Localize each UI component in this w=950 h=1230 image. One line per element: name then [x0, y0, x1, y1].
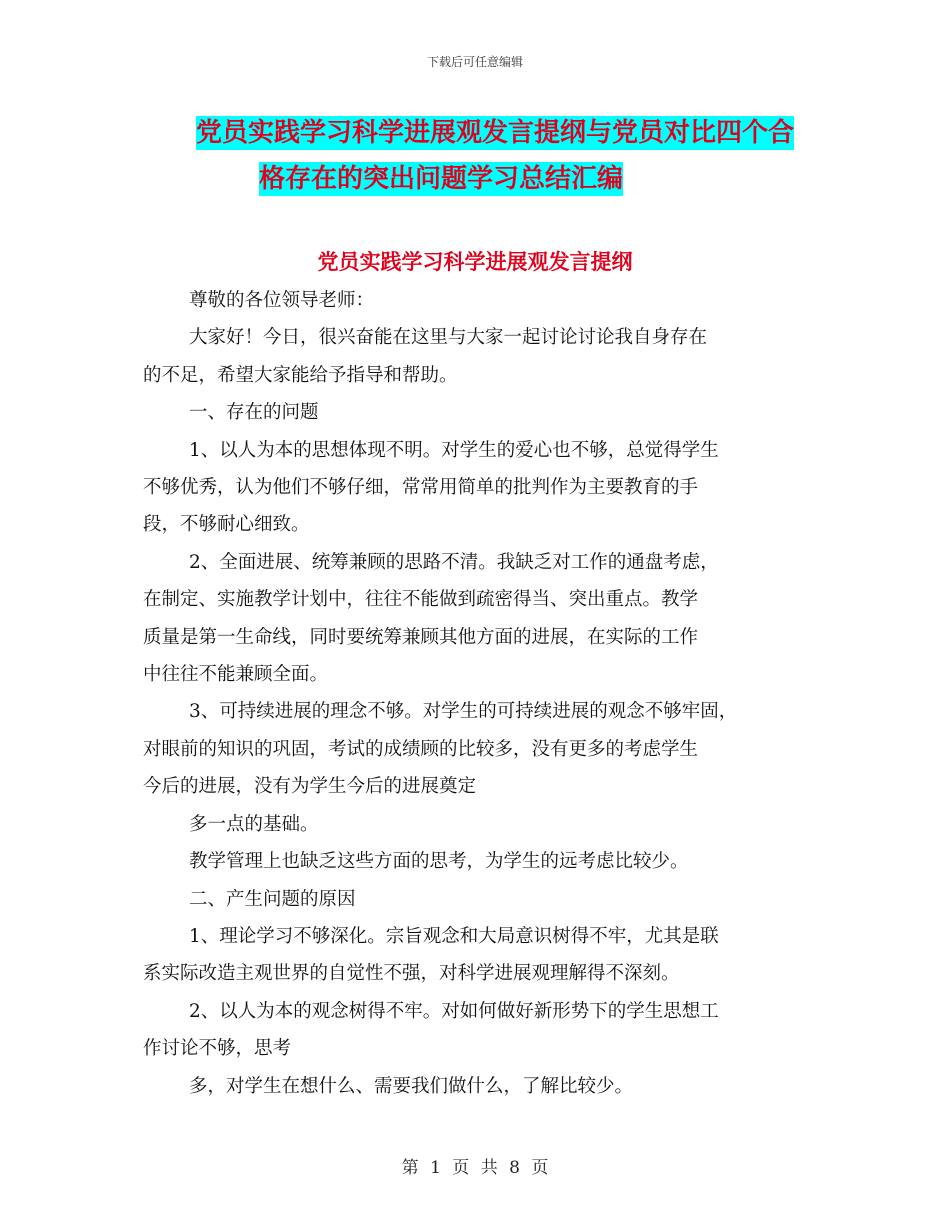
- paragraph-line: 多，对学生在想什么、需要我们做什么，了解比较少。: [189, 1075, 634, 1097]
- paragraph-line: 中往往不能兼顾全面。: [143, 664, 329, 686]
- paragraph-line: 多一点的基础。: [189, 813, 319, 835]
- body-text: [143, 282, 843, 1105]
- page-footer: 第 1 页 共 8 页: [401, 1158, 549, 1178]
- paragraph-line: 对眼前的知识的巩固，考试的成绩顾的比较多，没有更多的考虑学生: [143, 738, 699, 760]
- paragraph-line: 的不足，希望大家能给予指导和帮助。: [143, 364, 458, 386]
- greeting-line: 尊敬的各位领导老师：: [189, 290, 375, 311]
- title-line-1: 党员实践学习科学进展观发言提纲与党员对比四个合: [195, 118, 794, 148]
- section-title: 党员实践学习科学进展观发言提纲: [317, 250, 633, 274]
- paragraph-line: 段，不够耐心细致。: [143, 514, 310, 536]
- section-heading: 二、产生问题的原因: [189, 888, 356, 910]
- paragraph-line: 2、以人为本的观念树得不牢。对如何做好新形势下的学生思想工: [189, 1000, 719, 1022]
- paragraph-line: 大家好！今日，很兴奋能在这里与大家一起讨论讨论我自身存在: [189, 327, 708, 349]
- paragraph-line: 1、理论学习不够深化。宗旨观念和大局意识树得不牢，尤其是联: [189, 925, 719, 947]
- header-note: 下载后可任意编辑: [426, 55, 523, 69]
- paragraph-line: 作讨论不够，思考: [143, 1038, 292, 1060]
- paragraph-line: 3、可持续进展的理念不够。对学生的可持续进展的观念不够牢固，: [189, 701, 738, 723]
- document-title: [0, 110, 950, 202]
- paragraph-line: 在制定、实施教学计划中，往往不能做到疏密得当、突出重点。教学: [143, 589, 699, 611]
- paragraph-line: 今后的进展，没有为学生今后的进展奠定: [143, 776, 477, 798]
- paragraph-line: 质量是第一生命线，同时要统筹兼顾其他方面的进展，在实际的工作: [143, 626, 699, 648]
- paragraph-line: 教学管理上也缺乏这些方面的思考，为学生的远考虑比较少。: [189, 851, 689, 873]
- paragraph-line: 系实际改造主观世界的自觉性不强，对科学进展观理解得不深刻。: [143, 963, 680, 985]
- paragraph-line: 不够优秀，认为他们不够仔细，常常用简单的批判作为主要教育的手: [143, 477, 699, 499]
- section-heading: 一、存在的问题: [189, 402, 319, 424]
- paragraph-line: 1、以人为本的思想体现不明。对学生的爱心也不够，总觉得学生: [189, 439, 719, 461]
- title-line-2: 格存在的突出问题学习总结汇编: [258, 164, 623, 194]
- paragraph-line: 2、全面进展、统筹兼顾的思路不清。我缺乏对工作的通盘考虑，: [189, 551, 719, 573]
